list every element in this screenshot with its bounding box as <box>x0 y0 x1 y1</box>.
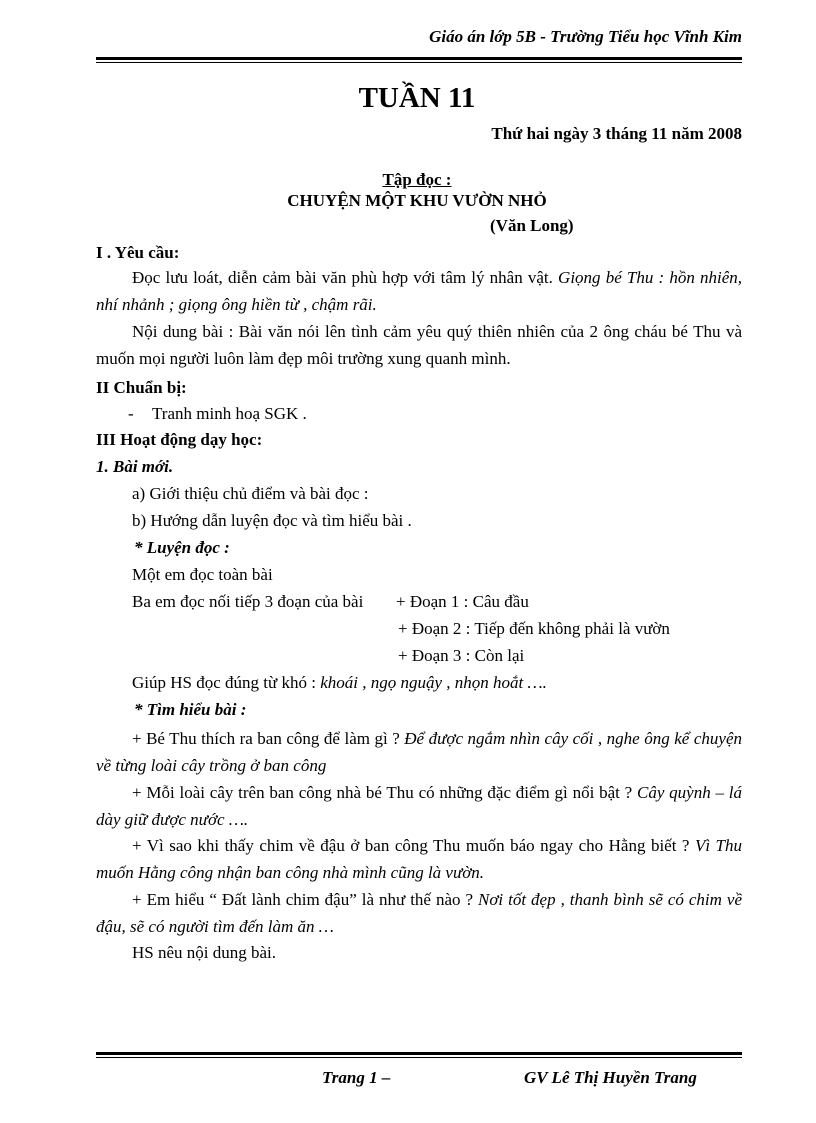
section-heading-preparation: II Chuẩn bị: <box>96 378 187 397</box>
question-1-answer: Để được ngắm nhìn cây cối , nghe ông kể chuyện về từng loài cây trồng ở ban công <box>96 729 742 775</box>
closing-line: HS nêu nội dung bài. <box>132 943 277 962</box>
preparation-item: Tranh minh hoạ SGK . <box>152 404 307 423</box>
page-header: Giáo án lớp 5B - Trường Tiểu học Vĩnh Kim <box>429 27 742 46</box>
section-heading-requirements: I . Yêu cầu: <box>96 243 180 262</box>
paragraph-3-item: + Đoạn 3 : Còn lại <box>398 646 525 665</box>
question-1-text: + Bé Thu thích ra ban công để làm gì ? <box>132 729 405 748</box>
reading-line-2: Ba em đọc nối tiếp 3 đoạn của bài <box>132 592 364 611</box>
section-heading-activities: III Hoạt động dạy học: <box>96 430 263 449</box>
difficult-words-label: Giúp HS đọc đúng từ khó : <box>132 673 321 692</box>
question-4 <box>96 886 742 940</box>
question-2-text: + Mỗi loài cây trên ban công nhà bé Thu có những đặc điểm gì nổi bật ? <box>132 783 637 802</box>
question-4-text: + Em hiểu “ Đất lành chim đậu” là như thế nào ? <box>132 890 478 909</box>
header-rule-thin <box>96 62 742 63</box>
question-3 <box>96 832 742 886</box>
teacher-name: GV Lê Thị Huyền Trang <box>524 1068 697 1087</box>
paragraph-1-item: + Đoạn 1 : Câu đầu <box>396 592 529 611</box>
reading-line-1: Một em đọc toàn bài <box>132 565 273 584</box>
requirement-voice-note: Giọng bé Thu : hồn nhiên, nhí nhảnh ; giọng ông hiền từ , chậm rãi. <box>96 268 742 314</box>
question-1 <box>96 725 742 779</box>
paragraph-2-item: + Đoạn 2 : Tiếp đến không phải là vườn <box>398 619 670 638</box>
footer-rule <box>96 1052 742 1055</box>
question-2 <box>96 779 742 833</box>
step-b: b) Hướng dẫn luyện đọc và tìm hiểu bài . <box>132 511 412 530</box>
difficult-words-list: khoái , ngọ nguậy , nhọn hoắt …. <box>320 673 547 692</box>
lesson-author: (Văn Long) <box>490 216 574 235</box>
requirement-text: Đọc lưu loát, diễn cảm bài văn phù hợp với tâm lý nhân vật. <box>132 268 559 287</box>
question-4-answer: Nơi tốt đẹp , thanh bình sẽ có chim về đậu, sẽ có người tìm đến làm ăn … <box>96 890 742 936</box>
comprehension-heading: * Tìm hiểu bài : <box>134 700 247 719</box>
requirement-paragraph-2: Nội dung bài : Bài văn nói lên tình cảm yêu quý thiên nhiên của 2 ông cháu bé Thu và muốn mọi người luôn làm đẹp môi trường xung quanh mình. <box>96 322 742 368</box>
lesson-title: CHUYỆN MỘT KHU VƯỜN NHỎ <box>287 191 547 210</box>
difficult-words-line <box>132 673 547 693</box>
requirement-paragraph-1 <box>96 264 742 318</box>
footer-rule-thin <box>96 1057 742 1058</box>
header-rule <box>96 57 742 60</box>
question-2-answer: Cây quỳnh – lá dày giữ được nước …. <box>96 783 742 829</box>
step-a: a) Giới thiệu chủ điểm và bài đọc : <box>132 484 369 503</box>
question-3-text: + Vì sao khi thấy chim về đậu ở ban công Thu muốn báo ngay cho Hằng biết ? <box>132 836 695 855</box>
lesson-date: Thứ hai ngày 3 tháng 11 năm 2008 <box>491 124 742 143</box>
page-number: Trang 1 – <box>322 1068 391 1087</box>
lesson-type: Tập đọc : <box>382 170 452 189</box>
reading-practice-heading: * Luyện đọc : <box>134 538 230 557</box>
question-3-answer: Vì Thu muốn Hằng công nhận ban công nhà mình cũng là vườn. <box>96 836 742 882</box>
week-title: TUẦN 11 <box>358 82 476 114</box>
subsection-new-lesson: 1. Bài mới. <box>96 457 174 476</box>
list-bullet: - <box>128 404 134 423</box>
